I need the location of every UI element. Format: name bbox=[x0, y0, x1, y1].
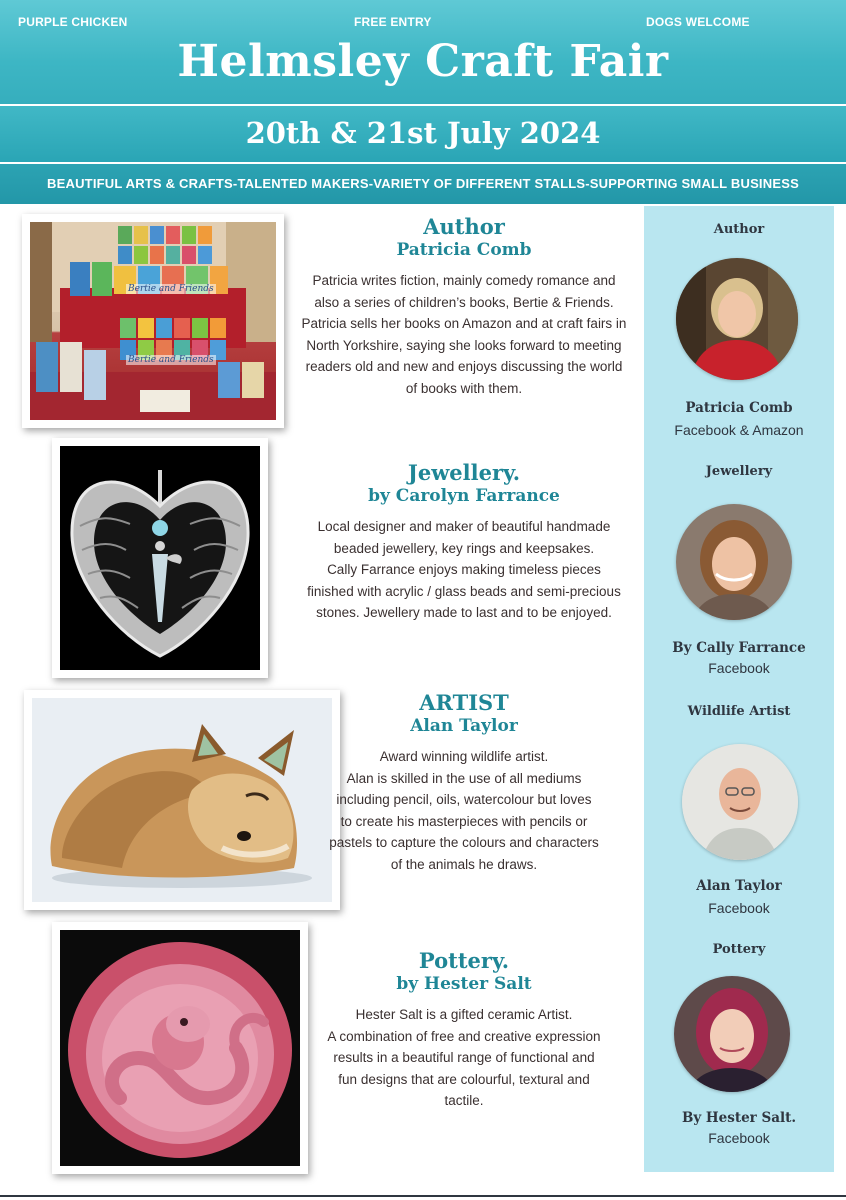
sidebar-label-pottery: Pottery bbox=[712, 942, 766, 957]
tag-purple-chicken: PURPLE CHICKEN bbox=[18, 15, 128, 29]
body-line: of books with them. bbox=[405, 380, 523, 396]
section-subtitle: by Hester Salt bbox=[396, 974, 532, 994]
pottery-photo-card bbox=[52, 922, 308, 1174]
body-line: beaded jewellery, key rings and keepsakes. bbox=[333, 540, 595, 556]
sidebar-label-jewellery: Jewellery bbox=[705, 464, 773, 479]
section-artist bbox=[288, 690, 640, 875]
books-stall-photo bbox=[30, 222, 276, 420]
event-date: 20th & 21st July 2024 bbox=[245, 116, 601, 150]
section-body bbox=[288, 746, 640, 875]
body-line: Hester Salt is a gifted ceramic Artist. bbox=[355, 1007, 573, 1022]
body-line: of the animals he draws. bbox=[390, 856, 538, 872]
section-body bbox=[288, 270, 640, 399]
books-banner-label-2: Bertie and Friends bbox=[128, 355, 214, 365]
section-title: ARTIST bbox=[419, 690, 509, 715]
sidebar-sub-alan: Facebook bbox=[708, 900, 770, 916]
section-body bbox=[288, 1004, 640, 1112]
section-title: Pottery. bbox=[418, 948, 510, 973]
avatar bbox=[676, 258, 798, 380]
maker-sidebar bbox=[644, 206, 834, 1172]
body-line: Award winning wildlife artist. bbox=[379, 749, 549, 764]
sidebar-label-wildlife: Wildlife Artist bbox=[687, 704, 791, 719]
sidebar-name-patricia: Patricia Comb bbox=[685, 400, 793, 416]
books-banner-label-1: Bertie and Friends bbox=[128, 284, 214, 294]
jewellery-photo-card bbox=[52, 438, 268, 678]
body-line: North Yorkshire, saying she looks forward to meeting bbox=[306, 337, 622, 353]
pottery-photo bbox=[60, 930, 300, 1166]
patricia-portrait bbox=[676, 258, 798, 380]
section-subtitle: by Carolyn Farrance bbox=[368, 486, 560, 506]
body-line: Cally Farrance enjoys making timeless pieces bbox=[327, 562, 601, 577]
body-line: including pencil, oils, watercolour but loves bbox=[336, 792, 592, 807]
bottom-divider bbox=[0, 1195, 846, 1197]
section-body bbox=[288, 516, 640, 624]
body-line: readers old and new and enjoys discussing the world bbox=[305, 359, 623, 374]
section-subtitle: Alan Taylor bbox=[410, 716, 518, 736]
body-line: A combination of free and creative expression bbox=[327, 1028, 601, 1044]
section-subtitle: Patricia Comb bbox=[396, 240, 532, 260]
section-title: Author bbox=[423, 214, 505, 239]
cally-portrait bbox=[676, 504, 792, 620]
tag-dogs-welcome: DOGS WELCOME bbox=[646, 15, 750, 29]
avatar bbox=[674, 976, 790, 1092]
section-jewellery bbox=[288, 460, 640, 624]
sidebar-sub-patricia: Facebook & Amazon bbox=[674, 422, 804, 438]
body-line: Patricia sells her books on Amazon and at craft fairs in bbox=[301, 316, 627, 331]
ceramic-dish-illustration bbox=[60, 930, 300, 1166]
books-stall-illustration bbox=[30, 222, 276, 420]
sleeping-fox-illustration bbox=[32, 698, 332, 902]
tag-free-entry: FREE ENTRY bbox=[354, 15, 432, 29]
body-line: also a series of children’s books, Bertie & Friends. bbox=[314, 294, 614, 310]
body-line: Alan is skilled in the use of all mediums bbox=[346, 770, 582, 786]
header-banner bbox=[0, 0, 846, 104]
section-title: Jewellery. bbox=[407, 460, 521, 485]
sidebar-label-author: Author bbox=[713, 222, 765, 237]
sidebar-name-cally: By Cally Farrance bbox=[672, 640, 806, 656]
fox-artwork-photo bbox=[32, 698, 332, 902]
body-line: finished with acrylic / glass beads and semi-precious bbox=[307, 583, 621, 599]
date-banner bbox=[0, 106, 846, 162]
page-title: Helmsley Craft Fair bbox=[177, 36, 669, 87]
body-line: results in a beautiful range of functional and bbox=[333, 1050, 595, 1065]
avatar bbox=[682, 744, 798, 860]
body-line: tactile. bbox=[444, 1093, 484, 1108]
alan-portrait bbox=[682, 744, 798, 860]
body-line: stones. Jewellery made to last and to be enjoyed. bbox=[316, 605, 612, 620]
body-line: Local designer and maker of beautiful handmade bbox=[317, 519, 611, 534]
books-photo-card bbox=[22, 214, 284, 428]
sidebar-sub-hester: Facebook bbox=[708, 1130, 770, 1146]
body-line: to create his masterpieces with pencils or bbox=[340, 813, 588, 829]
avatar bbox=[676, 504, 792, 620]
angel-wings-pendant-illustration bbox=[60, 446, 260, 670]
section-pottery bbox=[288, 948, 640, 1112]
body-line: Patricia writes fiction, mainly comedy romance and bbox=[312, 273, 616, 288]
hester-portrait bbox=[674, 976, 790, 1092]
sidebar-name-hester: By Hester Salt. bbox=[681, 1110, 797, 1126]
strapline: BEAUTIFUL ARTS & CRAFTS-TALENTED MAKERS-VARIETY OF DIFFERENT STALLS-SUPPORTING SMALL BUSINESS bbox=[47, 176, 799, 191]
section-author bbox=[288, 214, 640, 399]
jewellery-photo bbox=[60, 446, 260, 670]
sidebar-sub-cally: Facebook bbox=[708, 660, 770, 676]
sidebar-name-alan: Alan Taylor bbox=[696, 878, 782, 894]
body-line: pastels to capture the colours and characters bbox=[329, 835, 599, 850]
body-line: fun designs that are colourful, textural and bbox=[338, 1071, 590, 1087]
strapline-banner bbox=[0, 164, 846, 204]
